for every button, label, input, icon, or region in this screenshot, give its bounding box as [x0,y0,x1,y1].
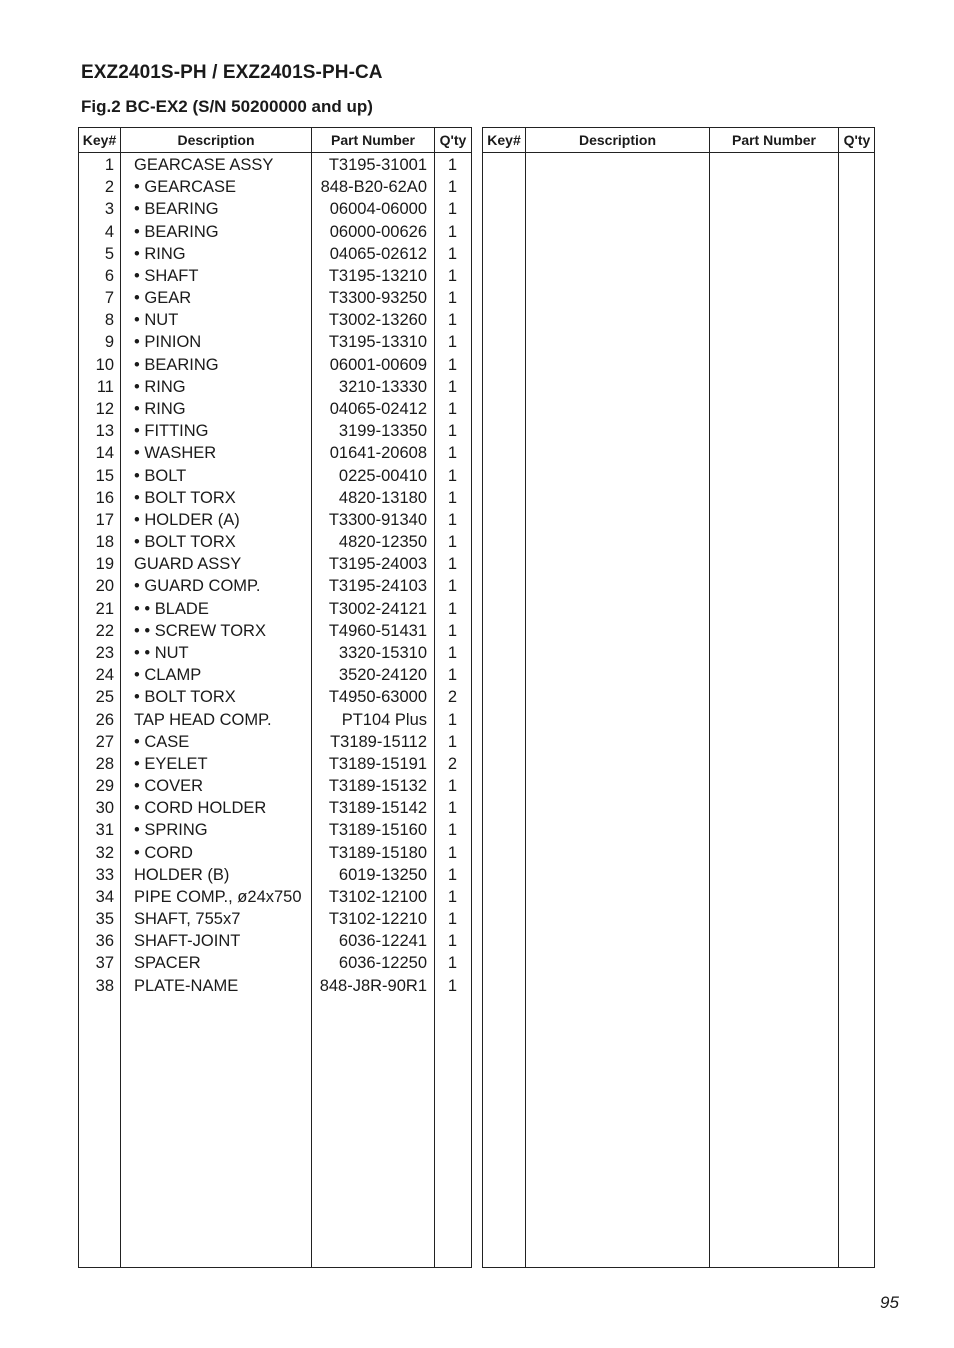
table-row [79,376,471,398]
key-cell: 9 [104,333,114,352]
qty-cell: 1 [447,244,458,263]
part-number-cell: 6019-13250 [338,865,427,884]
table-row [79,243,471,265]
header-qty: Q'ty [843,132,871,148]
key-cell: 24 [95,666,114,685]
table-row [79,775,471,797]
description-cell: • WASHER [134,444,217,463]
description-cell: • NUT [134,311,179,330]
key-cell: 18 [95,533,114,552]
qty-cell: 1 [447,333,458,352]
key-cell: 36 [95,932,114,951]
part-number-cell: T3189-15160 [328,821,427,840]
part-number-cell: 3199-13350 [338,422,427,441]
table-row [79,553,471,575]
table-row [79,465,471,487]
part-number-cell: 0225-00410 [338,466,427,485]
description-cell: • CASE [134,732,190,751]
part-number-cell: 06001-00609 [329,355,427,374]
qty-cell: 1 [447,355,458,374]
table-row [79,797,471,819]
description-cell: • CLAMP [134,666,202,685]
part-number-cell: T3195-13210 [328,266,427,285]
header-description: Description [177,132,255,148]
key-cell: 32 [95,843,114,862]
key-cell: 31 [95,821,114,840]
part-number-cell: T3189-15132 [328,777,427,796]
table-row [79,176,471,198]
part-number-cell: T3102-12100 [328,887,427,906]
header-key: Key# [82,132,117,148]
key-cell: 28 [95,754,114,773]
qty-cell: 1 [447,710,458,729]
description-cell: PLATE-NAME [134,976,239,995]
part-number-cell: T3189-15142 [328,799,427,818]
qty-cell: 1 [447,732,458,751]
key-cell: 23 [95,643,114,662]
table-row [79,509,471,531]
part-number-cell: 04065-02412 [329,399,427,418]
part-number-cell: 4820-13180 [338,488,427,507]
key-cell: 15 [95,466,114,485]
description-cell: TAP HEAD COMP. [134,710,272,729]
part-number-cell: 6036-12241 [338,932,427,951]
qty-cell: 1 [447,643,458,662]
qty-cell: 1 [447,887,458,906]
header-part-number: Part Number [731,132,817,148]
part-number-cell: 01641-20608 [329,444,427,463]
description-cell: • SHAFT [134,266,199,285]
description-cell: • GUARD COMP. [134,577,261,596]
part-number-cell: T3189-15191 [328,754,427,773]
description-cell: • • SCREW TORX [134,621,266,640]
qty-cell: 1 [447,533,458,552]
key-cell: 33 [95,865,114,884]
key-cell: 6 [104,266,114,285]
description-cell: • BEARING [134,355,219,374]
qty-cell: 1 [447,510,458,529]
table-row [79,398,471,420]
table-row [79,442,471,464]
key-cell: 29 [95,777,114,796]
table-row [79,908,471,930]
qty-cell: 1 [447,976,458,995]
part-number-cell: 06004-06000 [329,200,427,219]
description-cell: • FITTING [134,422,209,441]
description-cell: HOLDER (B) [134,865,230,884]
parts-table-right [482,127,875,1268]
table-row [79,930,471,952]
header-qty: Q'ty [439,132,467,148]
key-cell: 30 [95,799,114,818]
table-row [79,598,471,620]
header-part-number: Part Number [330,132,416,148]
key-cell: 20 [95,577,114,596]
key-cell: 35 [95,910,114,929]
table-row [79,420,471,442]
part-number-cell: PT104 Plus [341,710,427,729]
key-cell: 2 [104,178,114,197]
description-cell: • SPRING [134,821,208,840]
key-cell: 27 [95,732,114,751]
table-row [79,709,471,731]
qty-cell: 1 [447,865,458,884]
key-cell: 7 [104,289,114,308]
description-cell: GEARCASE ASSY [134,156,274,174]
table-row [79,886,471,908]
table-row [79,952,471,974]
key-cell: 26 [95,710,114,729]
description-cell: • BOLT TORX [134,488,236,507]
table-row [79,731,471,753]
key-cell: 13 [95,422,114,441]
table-row [79,265,471,287]
table-row [79,642,471,664]
qty-cell: 1 [447,555,458,574]
qty-cell: 1 [447,377,458,396]
part-number-cell: T3002-13260 [328,311,427,330]
qty-cell: 1 [447,200,458,219]
part-number-cell: 6036-12250 [338,954,427,973]
key-cell: 14 [95,444,114,463]
key-cell: 4 [104,222,114,241]
table-row [79,842,471,864]
key-cell: 12 [95,399,114,418]
key-cell: 38 [95,976,114,995]
qty-cell: 1 [447,488,458,507]
part-number-cell: 4820-12350 [338,533,427,552]
key-cell: 3 [104,200,114,219]
table-row [79,198,471,220]
part-number-cell: T3189-15180 [328,843,427,862]
figure-subtitle: Fig.2 BC-EX2 (S/N 50200000 and up) [81,97,373,116]
description-cell: PIPE COMP., ø24x750 [134,887,302,906]
part-number-cell: 848-J8R-90R1 [319,976,427,995]
qty-cell: 1 [447,156,458,174]
description-cell: SHAFT, 755x7 [134,910,241,929]
part-number-cell: T3195-31001 [328,156,427,174]
part-number-cell: T3195-24103 [328,577,427,596]
qty-cell: 1 [447,777,458,796]
qty-cell: 1 [447,311,458,330]
key-cell: 34 [95,887,114,906]
table-row [79,664,471,686]
table-row [79,531,471,553]
description-cell: • BOLT [134,466,187,485]
header-description: Description [578,132,656,148]
table-row [79,354,471,376]
table-row [79,864,471,886]
table-row [79,575,471,597]
qty-cell: 1 [447,821,458,840]
qty-cell: 1 [447,222,458,241]
table-row [79,487,471,509]
part-number-cell: 3520-24120 [338,666,427,685]
header-key: Key# [487,132,521,148]
qty-cell: 1 [447,666,458,685]
description-cell: • • NUT [134,643,189,662]
part-number-cell: T4950-63000 [328,688,427,707]
description-cell: • HOLDER (A) [134,510,240,529]
description-cell: • RING [134,399,186,418]
table-row [79,819,471,841]
qty-cell: 1 [447,799,458,818]
description-cell: • BOLT TORX [134,688,236,707]
table-row [79,331,471,353]
qty-cell: 1 [447,289,458,308]
qty-cell: 1 [447,910,458,929]
description-cell: SPACER [134,954,201,973]
description-cell: • BEARING [134,222,219,241]
part-number-cell: T4960-51431 [328,621,427,640]
key-cell: 37 [95,954,114,973]
qty-cell: 1 [447,843,458,862]
part-number-cell: 3210-13330 [338,377,427,396]
qty-cell: 1 [447,932,458,951]
qty-cell: 2 [447,754,458,773]
key-cell: 19 [95,555,114,574]
part-number-cell: 06000-00626 [329,222,427,241]
key-cell: 22 [95,621,114,640]
key-cell: 11 [96,377,114,396]
description-cell: • • BLADE [134,599,209,618]
table-row [79,221,471,243]
qty-cell: 1 [447,599,458,618]
table-row [79,154,471,176]
table-row [79,686,471,708]
description-cell: • COVER [134,777,204,796]
description-cell: • BEARING [134,200,219,219]
page-title: EXZ2401S-PH / EXZ2401S-PH-CA [81,62,383,83]
qty-cell: 1 [447,444,458,463]
key-cell: 21 [95,599,114,618]
part-number-cell: T3189-15112 [330,732,427,751]
key-cell: 25 [95,688,114,707]
description-cell: GUARD ASSY [134,555,242,574]
table-row [79,753,471,775]
qty-cell: 1 [447,399,458,418]
description-cell: • CORD HOLDER [134,799,267,818]
qty-cell: 2 [447,688,458,707]
parts-table-left [78,127,472,1268]
qty-cell: 1 [447,422,458,441]
key-cell: 8 [104,311,114,330]
description-cell: • RING [134,377,186,396]
part-number-cell: T3195-13310 [328,333,427,352]
key-cell: 16 [95,488,114,507]
table-row [79,287,471,309]
table-row [79,620,471,642]
table-row [79,309,471,331]
description-cell: • PINION [134,333,202,352]
qty-cell: 1 [447,266,458,285]
key-cell: 10 [95,355,114,374]
table-row [79,975,471,997]
description-cell: • GEARCASE [134,178,237,197]
part-number-cell: 04065-02612 [329,244,427,263]
key-cell: 1 [104,156,114,174]
description-cell: • CORD [134,843,193,862]
part-number-cell: T3102-12210 [328,910,427,929]
qty-cell: 1 [447,621,458,640]
description-cell: SHAFT-JOINT [134,932,241,951]
description-cell: • BOLT TORX [134,533,236,552]
key-cell: 5 [104,244,114,263]
qty-cell: 1 [447,577,458,596]
key-cell: 17 [95,510,114,529]
description-cell: • GEAR [134,289,192,308]
description-cell: • EYELET [134,754,208,773]
part-number-cell: 848-B20-62A0 [320,178,427,197]
part-number-cell: 3320-15310 [338,643,427,662]
description-cell: • RING [134,244,186,263]
part-number-cell: T3195-24003 [328,555,427,574]
qty-cell: 1 [447,954,458,973]
page-number: 95 [880,1293,899,1312]
part-number-cell: T3300-93250 [328,289,427,308]
part-number-cell: T3300-91340 [328,510,427,529]
part-number-cell: T3002-24121 [328,599,427,618]
qty-cell: 1 [447,466,458,485]
qty-cell: 1 [447,178,458,197]
